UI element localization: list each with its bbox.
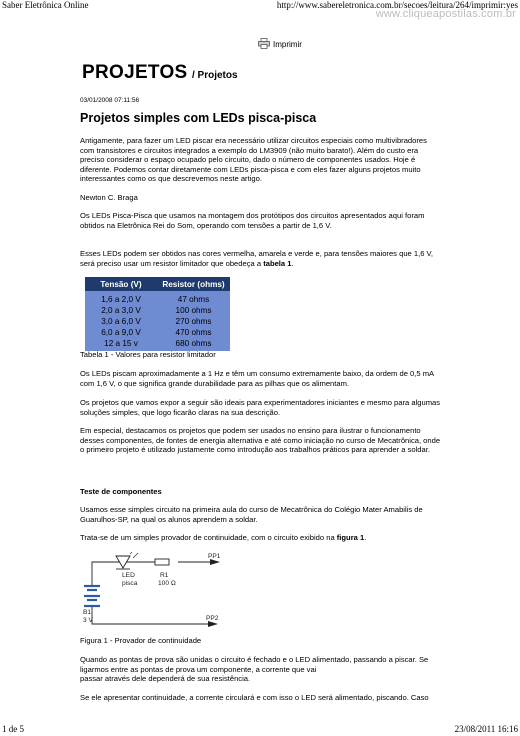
table-caption: Tabela 1 - Valores para resistor limitador	[80, 350, 216, 359]
table-ref: tabela 1	[263, 258, 292, 268]
paragraph-7-text: Trata-se de um simples provador de continuidade, com o circuito exibido na	[80, 533, 337, 542]
paragraph-7-end: .	[364, 533, 367, 542]
table-cell: 6,0 a 9,0 V	[85, 327, 157, 338]
table-cell: 1,6 a 2,0 V	[85, 291, 157, 305]
paragraph-8	[80, 655, 442, 684]
fig-b1-label: B1	[83, 609, 92, 616]
subheading-teste: Teste de componentes	[80, 487, 162, 496]
printer-icon	[258, 38, 270, 51]
fig-pp2-label: PP2	[206, 615, 219, 622]
article-date: 03/01/2008 07:11:56	[80, 97, 140, 104]
wire-bottom	[92, 607, 208, 624]
fig-r1-value: 100 Ω	[158, 580, 176, 587]
author: Newton C. Braga	[80, 193, 138, 202]
section-heading	[82, 62, 238, 84]
paragraph-5: Em especial, destacamos os projetos que podem ser usados no ensino para ilustrar o funcionamento desses componentes, de fontes de energia alternativa e até como iniciação no curso de Mecatrônica, onde o primeiro projeto é utilizado justamente como introdução aos trabalhos práticos para aprender a soldar.	[80, 426, 441, 455]
table-cell: 680 ohms	[157, 338, 230, 351]
paragraph-1: Os LEDs Pisca-Pisca que usamos na montagem dos protótipos dos circuitos apresentados aqui foram obtidos na Eletrônica Rei do Som, operando com tensões a partir de 1,6 V.	[80, 211, 425, 230]
table-header-row	[85, 277, 230, 291]
figure-ref: figura 1	[336, 533, 365, 542]
fig-led-label: LED	[122, 572, 135, 579]
table-header-voltage: Tensão (V)	[85, 277, 157, 291]
paragraph-8-text: Quando as pontas de prova são unidas o circuito é fechado e o LED alimentado, passando a piscar. Se ligarmos entre as pontas de prova um componente, a corrente que vai	[80, 655, 429, 674]
table-cell: 100 ohms	[157, 305, 230, 316]
table-cell: 2,0 a 3,0 V	[85, 305, 157, 316]
table-cell: 3,0 a 6,0 V	[85, 316, 157, 327]
section-title: PROJETOS	[82, 62, 188, 83]
section-subtitle: / Projetos	[191, 70, 238, 81]
fig-pp1-label: PP1	[208, 553, 221, 560]
led-symbol	[116, 552, 138, 569]
paragraph-6: Usamos esse simples circuito na primeira aula do curso de Mecatrônica do Colégio Mater Amabilis de Guarulhos-SP, na qual os alunos aprendem a soldar.	[80, 505, 423, 524]
table-cell: 47 ohms	[157, 291, 230, 305]
paragraph-7	[80, 533, 442, 543]
table-row	[85, 291, 230, 305]
paragraph-2-end: .	[291, 258, 294, 268]
paragraph-8-text-2: passar através dele dependerá de sua resistência.	[80, 674, 251, 684]
table-cell: 270 ohms	[157, 316, 230, 327]
print-button[interactable]	[258, 38, 302, 51]
paragraph-2	[80, 249, 442, 268]
table-row	[85, 305, 230, 316]
article-title: Projetos simples com LEDs pisca-pisca	[80, 111, 317, 125]
table-row	[85, 327, 230, 338]
paragraph-4: Os projetos que vamos expor a seguir são ideais para experimentadores iniciantes e mesmo para algumas soluções simples, que logo ficarão claras na sua descrição.	[80, 398, 441, 417]
table-row	[85, 316, 230, 327]
print-label: Imprimir	[273, 40, 302, 49]
figure-caption: Figura 1 - Provador de continuidade	[80, 636, 202, 645]
resistor-symbol	[155, 559, 169, 565]
fig-b1-value: 3 V	[83, 617, 93, 624]
paragraph-9: Se ele apresentar continuidade, a corrente circulará e com isso o LED será alimentado, piscando. Caso	[80, 693, 429, 702]
resistor-table	[85, 277, 230, 351]
table-header-resistor: Resistor (ohms)	[157, 277, 230, 291]
browser-header-url: http://www.sabereletronica.com.br/secoes/leitura/264/imprimir:yes	[276, 0, 518, 10]
fig-r1-label: R1	[160, 572, 169, 579]
paragraph-3: Os LEDs piscam aproximadamente a 1 Hz e têm um consumo extremamente baixo, da ordem de 0,5 mA com 1,6 V, o que significa grande durabilidade para as pilhas que os alimentam.	[80, 369, 434, 388]
circuit-diagram	[80, 552, 230, 632]
fig-pisca-label: pisca	[122, 580, 138, 587]
print-timestamp: 23/08/2011 16:16	[454, 724, 518, 734]
table-cell: 470 ohms	[157, 327, 230, 338]
paragraph-2-text: Esses LEDs podem ser obtidos nas cores vermelha, amarela e verde e, para tensões maiores que 1,6 V, será preciso usar um resistor limitador que obedeça a	[80, 249, 434, 268]
table-cell: 12 a 15 v	[85, 338, 157, 351]
page-count: 1 de 5	[2, 724, 24, 734]
battery-symbol	[84, 586, 100, 606]
intro-paragraph: Antigamente, para fazer um LED piscar era necessário utilizar circuitos especiais como multivibradores com transistores e circuitos integrados a exemplo do LM3909 (não muito barato!). Além do custo era preciso considerar o espaço ocupado pelo circuito, dado o número de componentes usados. Hoje é diferente. Podemos contar diretamente com LEDs pisca-pisca e com eles fazer alguns projetos muito interessantes como os que descrevemos neste artigo.	[80, 136, 427, 184]
watermark: www.cliqueapostilas.com.br	[375, 8, 516, 20]
browser-header-title: Saber Eletrônica Online	[2, 0, 89, 10]
